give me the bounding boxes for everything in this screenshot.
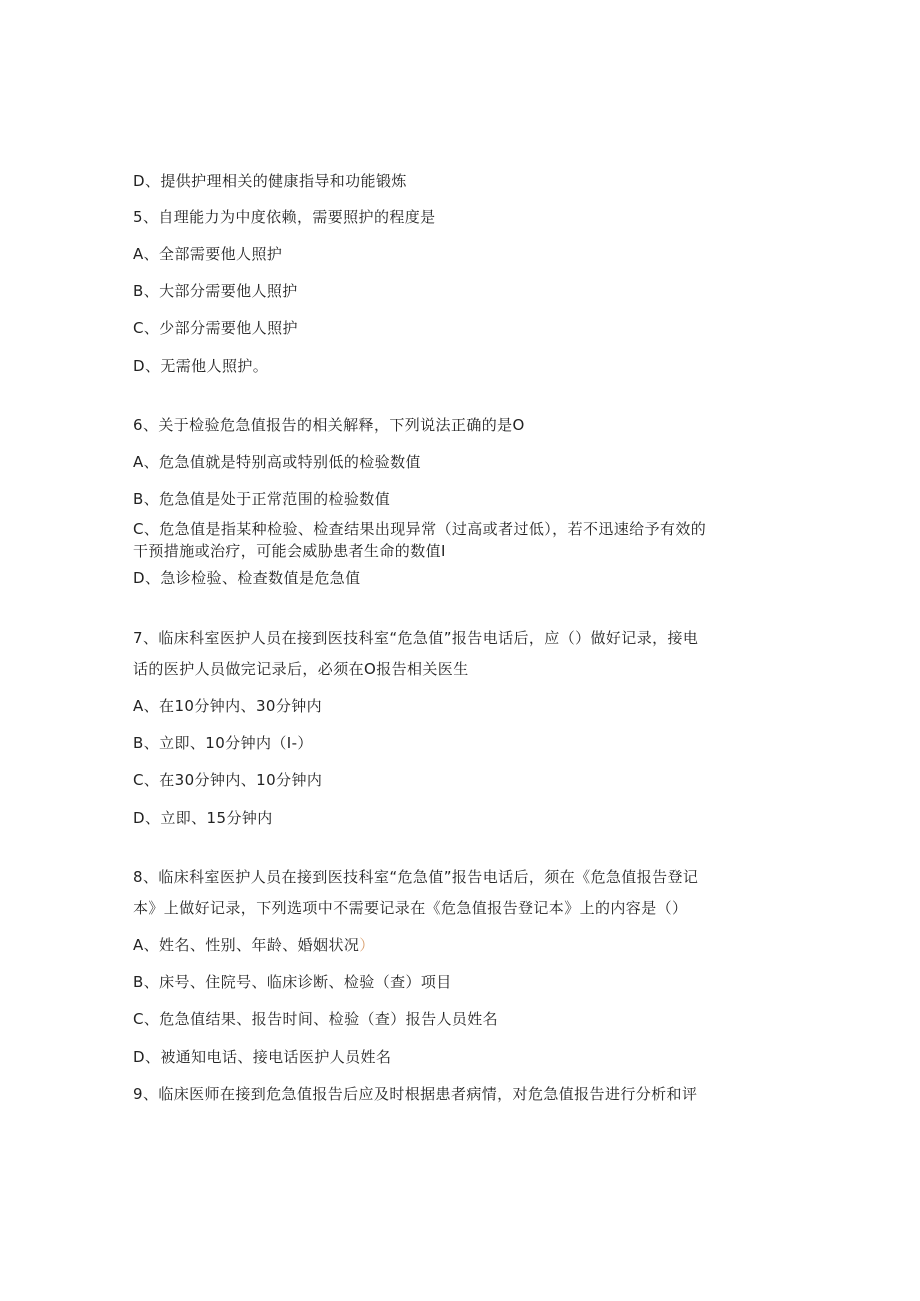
option-7a: A、在10分钟内、30分钟内 <box>133 697 323 715</box>
option-5c: C、少部分需要他人照护 <box>133 319 298 337</box>
question-8-line1: 8、临床科室医护人员在接到医技科室“危急值”报告电话后，须在《危急值报告登记 <box>133 868 699 886</box>
option-8c: C、危急值结果、报告时间、检验（查）报告人员姓名 <box>133 1010 499 1028</box>
option-6d: D、急诊检验、检查数值是危急值 <box>133 569 361 587</box>
option-6a: A、危急值就是特别高或特别低的检验数值 <box>133 453 421 471</box>
option-4d: D、提供护理相关的健康指导和功能锻炼 <box>133 172 407 190</box>
question-8-line2: 本》上做好记录，下列选项中不需要记录在《危急值报告登记本》上的内容是（） <box>133 899 688 917</box>
option-8d: D、被通知电话、接电话医护人员姓名 <box>133 1048 392 1066</box>
option-5b: B、大部分需要他人照护 <box>133 282 298 300</box>
option-7d: D、立即、15分钟内 <box>133 809 273 827</box>
option-8a-text: A、姓名、性别、年龄、婚姻状况 <box>133 936 360 954</box>
question-7-line2: 话的医护人员做完记录后，必须在O报告相关医生 <box>133 660 469 678</box>
option-6b: B、危急值是处于正常范围的检验数值 <box>133 490 391 508</box>
annotation-mark: ） <box>359 936 375 954</box>
option-5a: A、全部需要他人照护 <box>133 245 283 263</box>
option-5d: D、无需他人照护。 <box>133 357 269 375</box>
question-9-line1: 9、临床医师在接到危急值报告后应及时根据患者病情，对危急值报告进行分析和评 <box>133 1085 698 1103</box>
option-8a <box>133 935 783 955</box>
option-7b: B、立即、10分钟内（I-） <box>133 734 313 752</box>
option-6c-line1: C、危急值是指某种检验、检查结果出现异常（过高或者过低），若不迅速给予有效的 <box>133 520 707 538</box>
question-5: 5、自理能力为中度依赖，需要照护的程度是 <box>133 208 436 226</box>
question-7-line1: 7、临床科室医护人员在接到医技科室“危急值”报告电话后，应（）做好记录，接电 <box>133 629 699 647</box>
question-6: 6、关于检验危急值报告的相关解释，下列说法正确的是O <box>133 416 525 434</box>
option-7c: C、在30分钟内、10分钟内 <box>133 771 323 789</box>
option-6c-line2: 干预措施或治疗，可能会威胁患者生命的数值I <box>133 542 446 560</box>
option-8b: B、床号、住院号、临床诊断、检验（查）项目 <box>133 973 452 991</box>
